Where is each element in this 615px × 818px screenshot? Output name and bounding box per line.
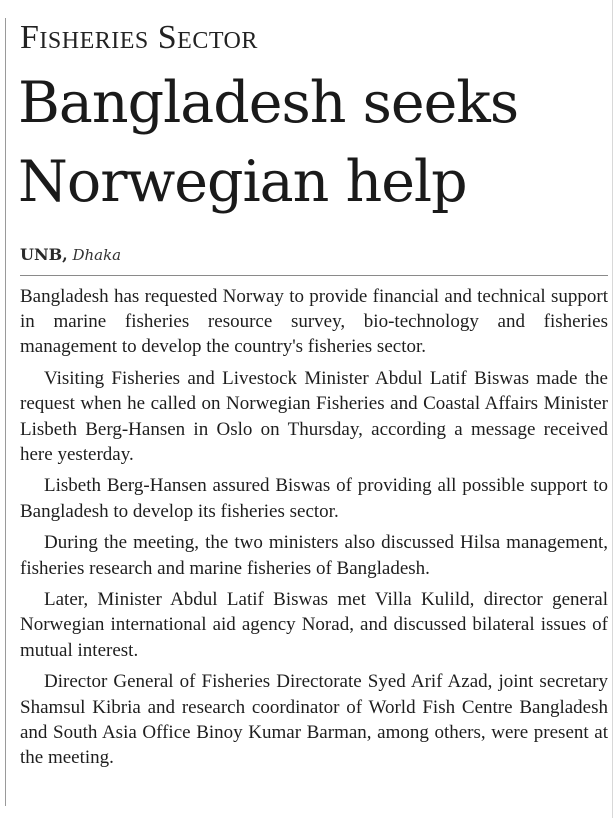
byline-agency: UNB,	[20, 245, 68, 264]
headline-line-1: Bangladesh seeks	[18, 70, 519, 136]
headline	[18, 64, 608, 222]
byline-divider	[20, 275, 608, 276]
section-kicker: Fisheries Sector	[20, 19, 258, 56]
paragraph-1: Bangladesh has requested Norway to provide financial and technical support in marine fisheries resource survey, bio-technology and fisheries management to develop the country's fisheries sector.	[20, 286, 608, 358]
paragraph-5: Later, Minister Abdul Latif Biswas met Villa Kulild, director general Norwegian international aid agency Norad, and discussed bilateral issues of mutual interest.	[20, 589, 608, 661]
paragraph-6: Director General of Fisheries Directorate Syed Arif Azad, joint secretary Shamsul Kibria and research coordinator of World Fish Centre Bangladesh and South Asia Office Binoy Kumar Barman, among others, were present at the meeting.	[20, 671, 608, 768]
paragraph-2: Visiting Fisheries and Livestock Minister Abdul Latif Biswas made the request when he called on Norwegian Fisheries and Coastal Affairs Minister Lisbeth Berg-Hansen in Oslo on Thursday, according a message received here yesterday.	[20, 368, 608, 465]
byline-dateline: Dhaka	[72, 246, 122, 264]
column-left-rule	[5, 18, 6, 806]
byline	[20, 245, 121, 265]
paragraph-4: During the meeting, the two ministers also discussed Hilsa management, fisheries research and marine fisheries of Bangladesh.	[20, 532, 608, 579]
headline-line-2: Norwegian help	[18, 149, 467, 215]
paragraph-3: Lisbeth Berg-Hansen assured Biswas of providing all possible support to Bangladesh to develop its fisheries sector.	[20, 475, 608, 522]
column-right-rule	[612, 0, 613, 818]
article-body	[20, 284, 608, 777]
